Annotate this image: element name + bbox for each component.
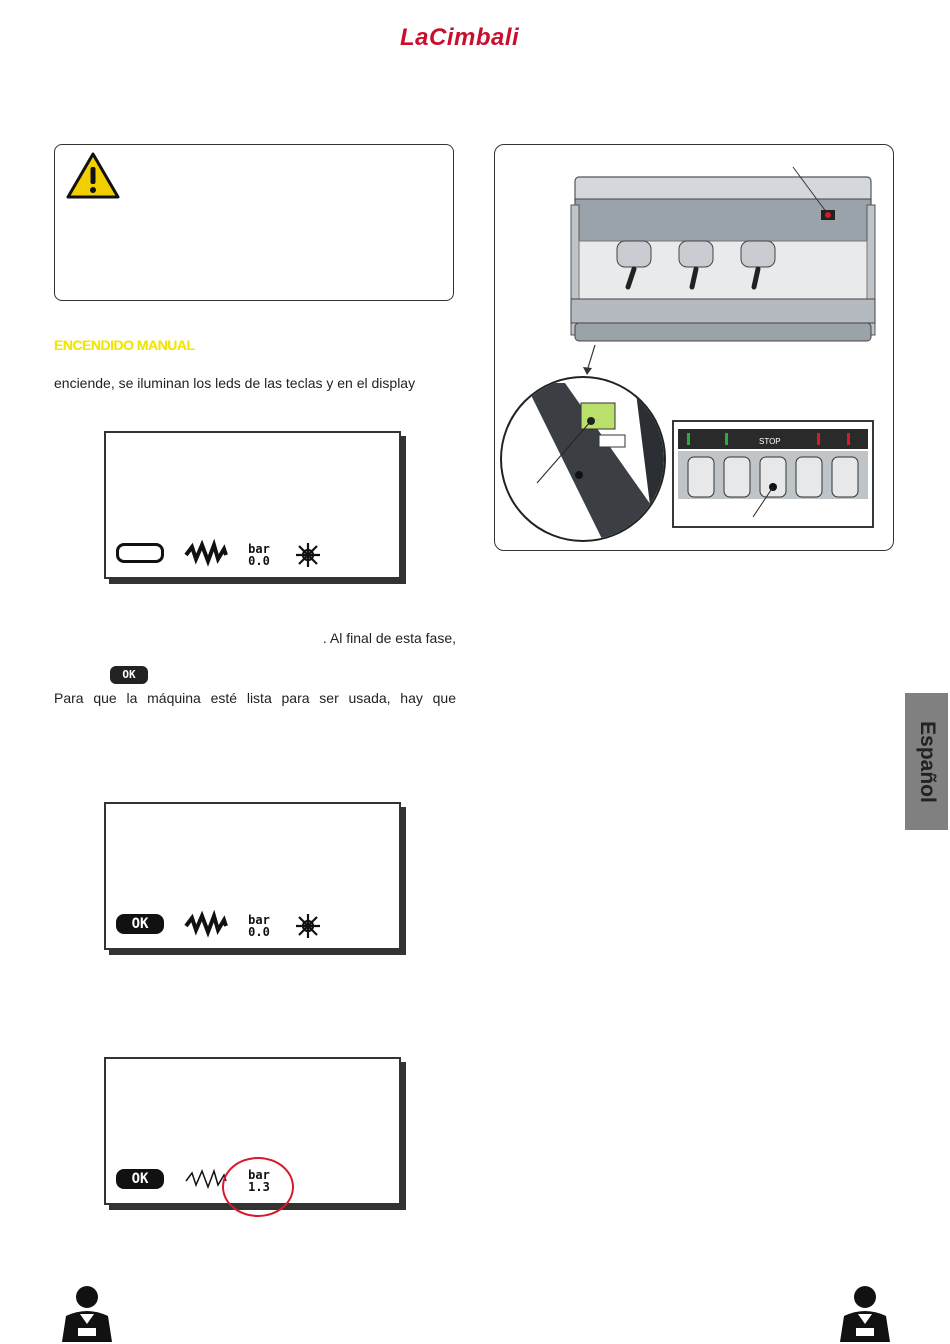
pressure-unit-label: bar — [248, 542, 270, 556]
heater-wave-icon — [184, 910, 228, 938]
pressure-unit-label: bar — [248, 913, 270, 927]
paragraph-2: . Al final de esta fase, — [322, 630, 456, 646]
keypad-stop-label: STOP — [759, 437, 781, 446]
ok-inline-icon: OK — [110, 666, 148, 684]
language-tab-label: Español — [915, 720, 939, 803]
pressure-value: 0.0 — [248, 925, 270, 939]
display-panel-2 — [104, 802, 401, 950]
ok-indicator: OK — [116, 1169, 164, 1189]
pressure-value: 1.3 — [248, 1180, 270, 1194]
snowflake-icon — [294, 541, 322, 569]
paragraph-1: enciende, se iluminan los leds de las teclas y en el display — [54, 375, 416, 391]
paragraph-3: Para que la máquina esté lista para ser usada, hay que — [54, 690, 456, 706]
pressure-highlight-circle — [222, 1157, 294, 1217]
ok-indicator: OK — [116, 914, 164, 934]
pressure-value: 0.0 — [248, 554, 270, 568]
heater-wave-icon — [184, 539, 228, 567]
waiter-icon — [56, 1284, 118, 1342]
snowflake-icon — [294, 912, 322, 940]
pressure-readout — [246, 914, 272, 938]
pressure-unit-label: bar — [248, 1168, 270, 1182]
espresso-machine-illustration — [495, 145, 895, 552]
display-panel-3 — [104, 1057, 401, 1205]
language-tab — [905, 693, 948, 830]
pressure-readout — [246, 543, 272, 567]
machine-figure — [494, 144, 894, 551]
brand-logo: LaCimbali — [400, 24, 520, 51]
warning-box — [54, 144, 454, 301]
display-panel-1 — [104, 431, 401, 579]
section-heading: ENCENDIDO MANUAL — [54, 337, 195, 353]
ok-indicator — [116, 543, 164, 563]
warning-icon — [65, 151, 121, 201]
waiter-icon — [834, 1284, 896, 1342]
